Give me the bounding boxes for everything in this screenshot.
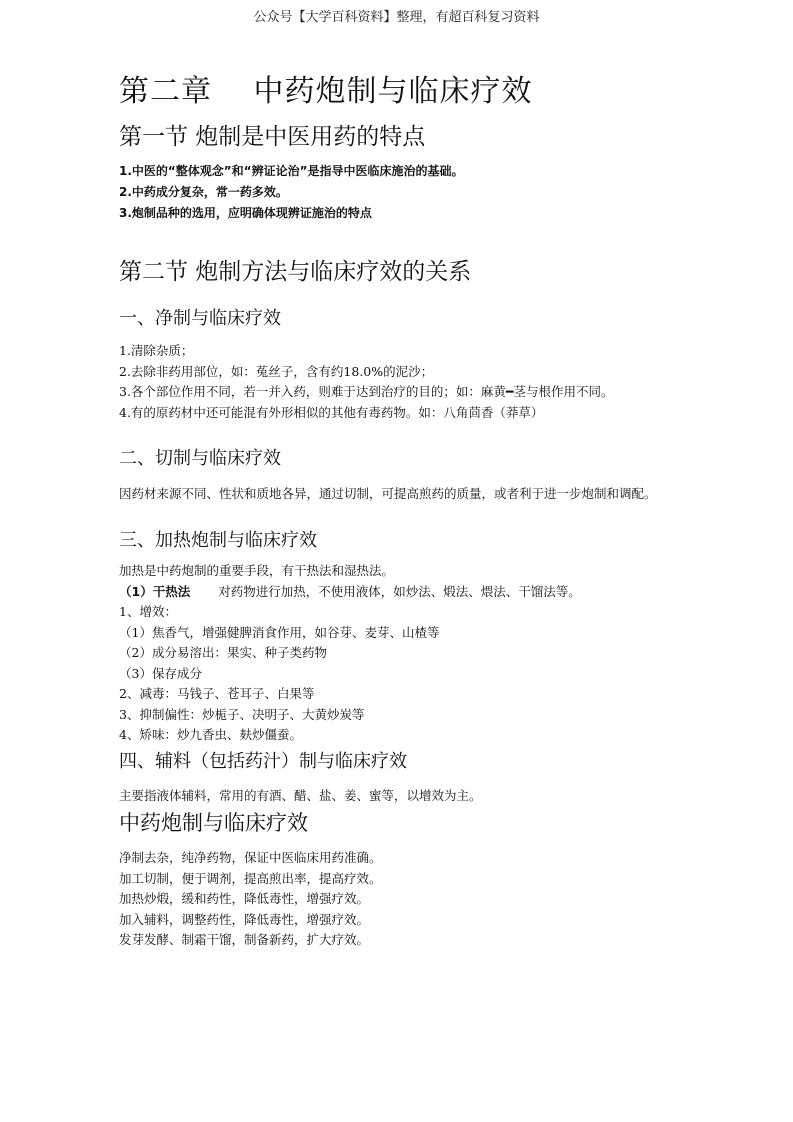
subsection-2-text: 因药材来源不同、性状和质地各异，通过切制，可提高煎药的质量，或者利于进一步炮制和调配。 [119,486,657,501]
subsection-3-list [119,561,719,746]
section-1-title: 第一节 炮制是中医用药的特点 [119,124,426,150]
list-item: 4、矫味：炒九香虫、麸炒僵蚕。 [119,727,302,742]
summary-item: 净制去杂，纯净药物，保证中医临床用药准确。 [119,850,382,865]
section-1-point: 2.中药成分复杂，常一药多效。 [119,185,288,199]
subsection-3-intro: 加热是中药炮制的重要手段，有干热法和湿热法。 [119,563,395,578]
summary-item: 加入辅料，调整药性，降低毒性，增强疗效。 [119,911,370,927]
subsection-4-title: 四、辅料（包括药汁）制与临床疗效 [119,750,407,772]
list-item: （1）焦香气，增强健脾消食作用，如谷芽、麦芽、山楂等 [119,624,440,640]
summary-item: 加热炒煅，缓和药性，降低毒性，增强疗效。 [119,891,370,906]
list-item: 4.有的原药材中还可能混有外形相似的其他有毒药物。如：八角茴香（莽草） [119,404,544,420]
subsection-1-list [119,341,719,423]
summary-item: 加工切制，便于调剂，提高煎出率，提高疗效。 [119,870,382,886]
list-item: 3.各个部位作用不同，若一并入药，则难于达到治疗的目的；如：麻黄━茎与根作用不同。 [119,384,614,399]
list-item: 1、增效： [119,604,177,619]
list-item: （2）成分易溶出：果实、种子类药物 [119,645,327,660]
dry-heat-text: 对药物进行加热，不使用液体，如炒法、煅法、煨法、干馏法等。 [218,583,581,599]
subsection-4-text: 主要指液体辅料，常用的有酒、醋、盐、姜、蜜等，以增效为主。 [119,787,482,803]
subsection-2-title: 二、切制与临床疗效 [119,448,281,469]
section-2-title: 第二节 炮制方法与临床疗效的关系 [119,259,472,285]
list-item: （3）保存成分 [119,665,202,681]
page-header: 公众号【大学百科资料】整理，有超百科复习资料 [253,10,540,25]
section-1-points [119,161,719,224]
document-body [119,70,719,951]
subsection-3-title: 三、加热炮制与临床疗效 [119,530,317,551]
list-item: 1.清除杂质； [119,343,194,358]
section-1-point: 3.炮制品种的选用，应明确体现辨证施治的特点 [119,206,372,220]
summary-title: 中药炮制与临床疗效 [119,811,308,835]
list-item: 2.去除非药用部位，如：菟丝子，含有约18.0%的泥沙； [119,363,434,379]
summary-list [119,848,719,951]
section-1-point: 1.中医的“整体观念”和“辨证论治”是指导中医临床施治的基础。 [119,164,464,178]
summary-item: 发芽发酵、制霜干馏，制备新药，扩大疗效。 [119,932,370,947]
subsection-1-title: 一、净制与临床疗效 [119,308,281,329]
list-item: 2、减毒：马钱子、苍耳子、白果等 [119,686,315,701]
chapter-title: 第二章 中药炮制与临床疗效 [119,74,533,109]
list-item: 3、抑制偏性：炒栀子、决明子、大黄炒炭等 [119,706,365,722]
dry-heat-label: （1）干热法 [119,583,191,599]
dry-heat-method [119,582,719,603]
